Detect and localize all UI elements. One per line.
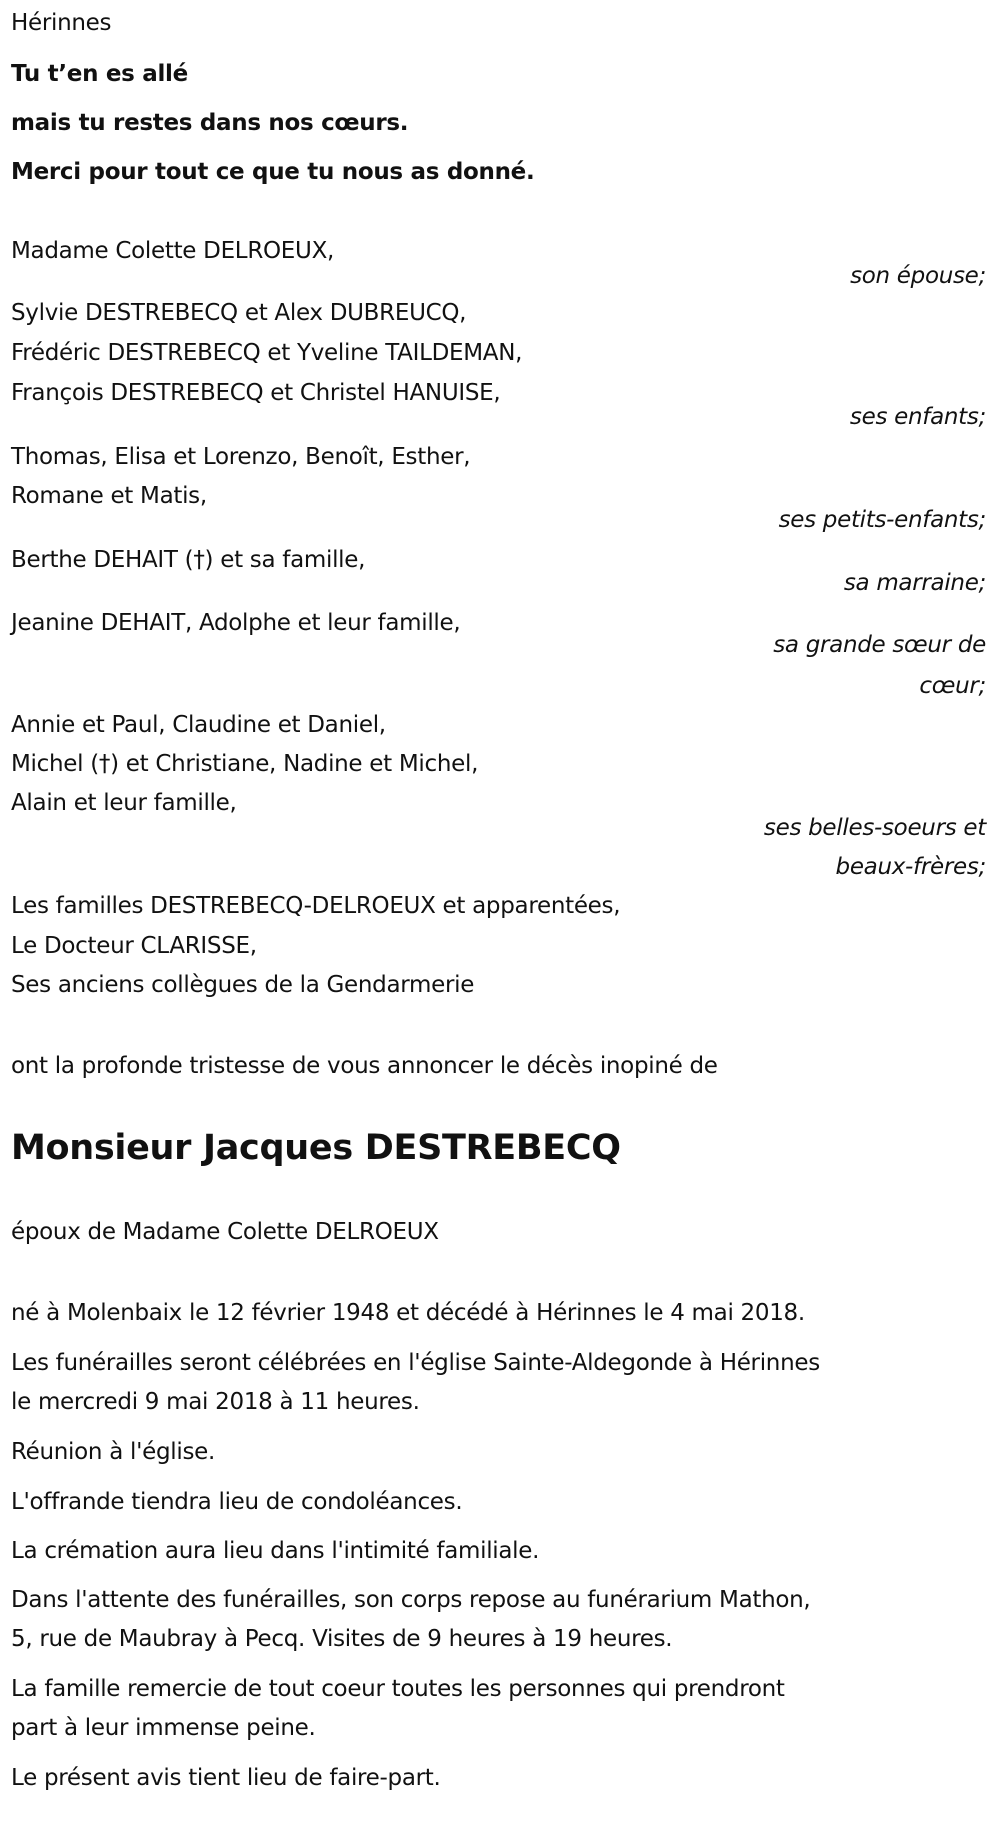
family-name: Les familles DESTREBECQ-DELROEUX et apparentées, xyxy=(11,893,621,919)
detail-line: le mercredi 9 mai 2018 à 11 heures. xyxy=(11,1389,420,1415)
family-relation: cœur; xyxy=(919,673,986,699)
poem-line: mais tu restes dans nos cœurs. xyxy=(11,110,409,136)
family-name: Frédéric DESTREBECQ et Yveline TAILDEMAN, xyxy=(11,340,523,366)
detail-line: part à leur immense peine. xyxy=(11,1715,316,1741)
announcement: ont la profonde tristesse de vous annoncer le décès inopiné de xyxy=(11,1053,718,1079)
family-name: Berthe DEHAIT (†) et sa famille, xyxy=(11,547,366,573)
family-name: Madame Colette DELROEUX, xyxy=(11,238,335,264)
detail-line: Les funérailles seront célébrées en l'église Sainte-Aldegonde à Hérinnes xyxy=(11,1350,820,1376)
family-name: François DESTREBECQ et Christel HANUISE, xyxy=(11,380,501,406)
detail-line: Le présent avis tient lieu de faire-part. xyxy=(11,1765,441,1791)
deceased-name: Monsieur Jacques DESTREBECQ xyxy=(11,1128,621,1168)
family-relation: ses petits-enfants; xyxy=(778,507,986,533)
family-name: Annie et Paul, Claudine et Daniel, xyxy=(11,712,386,738)
spouse-line: époux de Madame Colette DELROEUX xyxy=(11,1219,439,1245)
family-relation: sa marraine; xyxy=(843,570,986,596)
detail-line: La crémation aura lieu dans l'intimité familiale. xyxy=(11,1538,540,1564)
family-relation: beaux-frères; xyxy=(835,854,986,880)
family-name: Le Docteur CLARISSE, xyxy=(11,933,257,959)
detail-line: Dans l'attente des funérailles, son corps repose au funérarium Mathon, xyxy=(11,1587,811,1613)
family-relation: sa grande sœur de xyxy=(773,632,986,658)
family-relation: ses belles-soeurs et xyxy=(763,815,986,841)
family-name: Ses anciens collègues de la Gendarmerie xyxy=(11,972,475,998)
family-name: Thomas, Elisa et Lorenzo, Benoît, Esther, xyxy=(11,444,471,470)
family-name: Sylvie DESTREBECQ et Alex DUBREUCQ, xyxy=(11,300,467,326)
family-name: Alain et leur famille, xyxy=(11,790,237,816)
family-name: Michel (†) et Christiane, Nadine et Michel, xyxy=(11,751,479,777)
family-relation: son épouse; xyxy=(850,263,986,289)
detail-line: 5, rue de Maubray à Pecq. Visites de 9 heures à 19 heures. xyxy=(11,1626,673,1652)
detail-line: Réunion à l'église. xyxy=(11,1439,215,1465)
family-name: Romane et Matis, xyxy=(11,483,207,509)
poem-line: Tu t’en es allé xyxy=(11,61,188,87)
family-relation: ses enfants; xyxy=(849,404,986,430)
detail-line: né à Molenbaix le 12 février 1948 et décédé à Hérinnes le 4 mai 2018. xyxy=(11,1300,805,1326)
family-name: Jeanine DEHAIT, Adolphe et leur famille, xyxy=(11,610,461,636)
poem-line: Merci pour tout ce que tu nous as donné. xyxy=(11,159,535,185)
detail-line: L'offrande tiendra lieu de condoléances. xyxy=(11,1489,463,1515)
place: Hérinnes xyxy=(11,10,112,36)
detail-line: La famille remercie de tout coeur toutes les personnes qui prendront xyxy=(11,1676,785,1702)
